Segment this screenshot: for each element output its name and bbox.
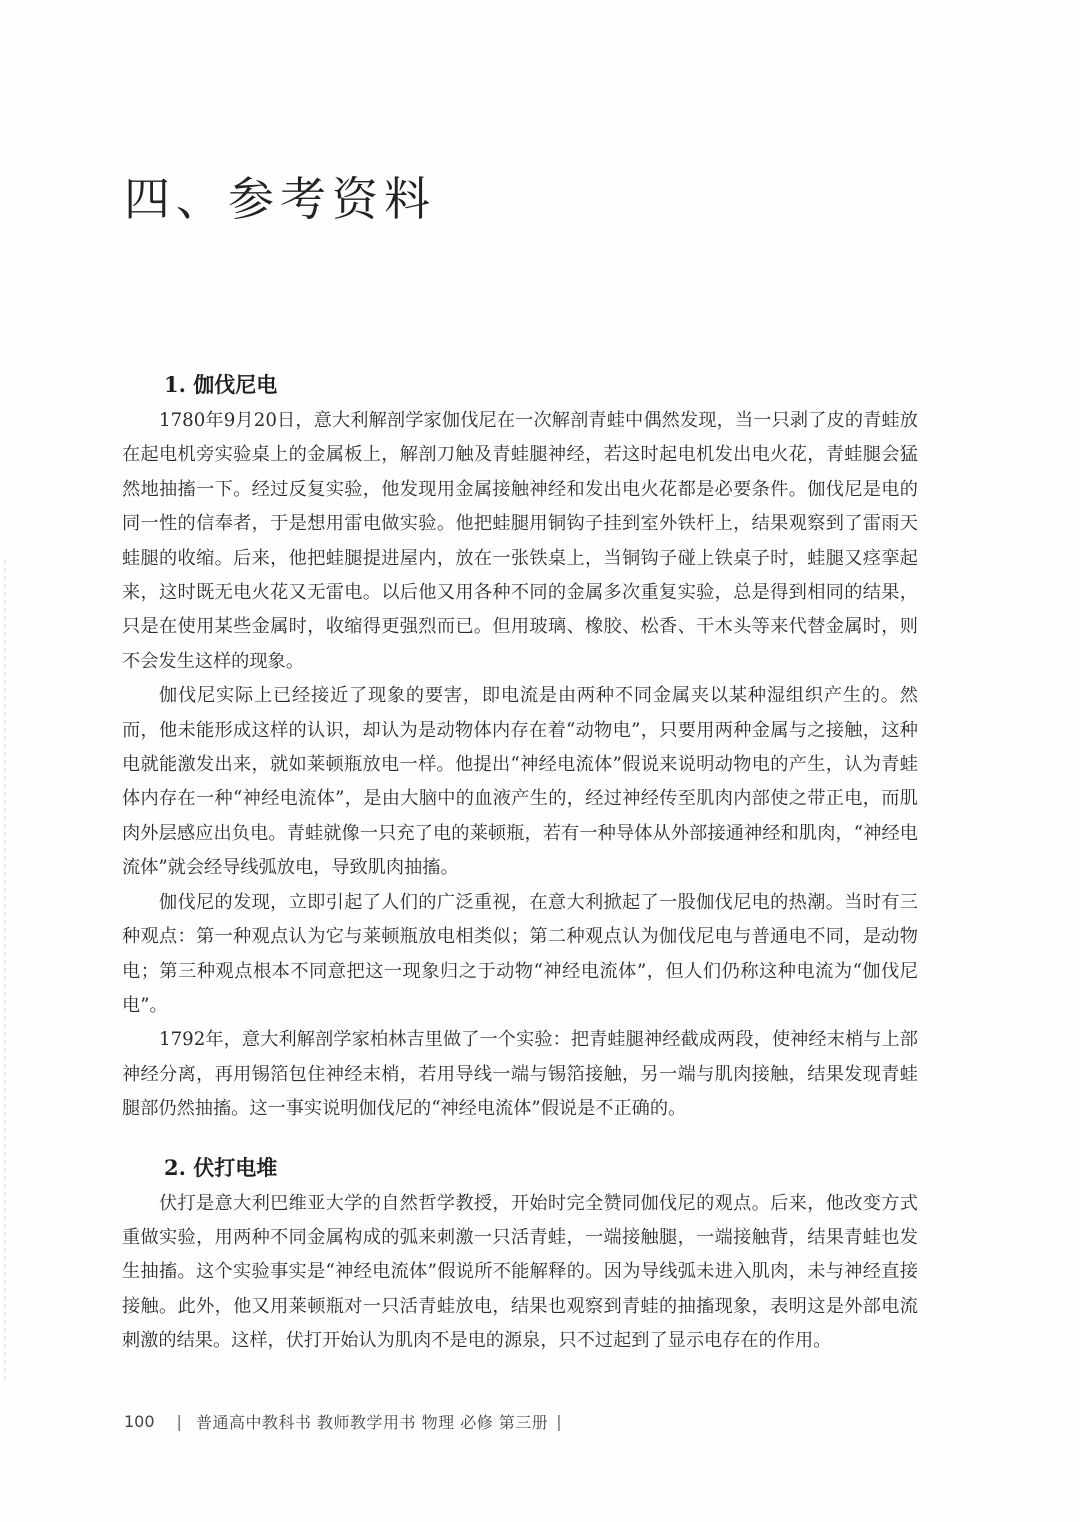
paragraph: 伽伐尼的发现，立即引起了人们的广泛重视，在意大利掀起了一股伽伐尼电的热潮。当时有三种观点：第一种观点认为它与莱顿瓶放电相类似；第二种观点认为伽伐尼电与普通电不同，是动物电；第三种观点根本不同意把这一现象归之于动物“神经电流体”，但人们仍称这种电流为“伽伐尼电”。 <box>122 891 918 1016</box>
chapter-title: 四、参考资料 <box>124 171 436 226</box>
section-heading: 1. 伽伐尼电 <box>164 372 278 397</box>
paragraph: 1792年，意大利解剖学家柏林吉里做了一个实验：把青蛙腿神经截成两段，使神经末梢与上部神经分离，再用锡箔包住神经末梢，若用导线一端与锡箔接触，另一端与肌肉接触，结果发现青蛙腿部仍然抽搐。这一事实说明伽伐尼的“神经电流体”假说是不正确的。 <box>122 1029 918 1120</box>
paragraph: 伽伐尼实际上已经接近了现象的要害，即电流是由两种不同金属夹以某种湿组织产生的。然而，他未能形成这样的认识，却认为是动物体内存在着“动物电”，只要用两种金属与之接触，这种电就能激发出来，就如莱顿瓶放电一样。他提出“神经电流体”假说来说明动物电的产生，认为青蛙体内存在一种“神经电流体”，是由大脑中的血液产生的，经过神经传至肌肉内部使之带正电，而肌肉外层感应出负电。青蛙就像一只充了电的莱顿瓶，若有一种导体从外部接通神经和肌肉，“神经电流体”就会经导线弧放电，导致肌肉抽搐。 <box>122 685 918 879</box>
footer-separator-end: | <box>556 1412 562 1431</box>
paragraph: 1780年9月20日，意大利解剖学家伽伐尼在一次解剖青蛙中偶然发现，当一只剥了皮的青蛙放在起电机旁实验桌上的金属板上，解剖刀触及青蛙腿神经，若这时起电机发出电火花，青蛙腿会猛然地抽搐一下。经过反复实验，他发现用金属接触神经和发出电火花都是必要条件。伽伐尼是电的同一性的信奉者，于是想用雷电做实验。他把蛙腿用铜钩子挂到室外铁杆上，结果观察到了雷雨天蛙腿的收缩。后来，他把蛙腿提进屋内，放在一张铁桌上，当铜钩子碰上铁桌子时，蛙腿又痉挛起来，这时既无电火花又无雷电。以后他又用各种不同的金属多次重复实验，总是得到相同的结果，只是在使用某些金属时，收缩得更强烈而已。但用玻璃、橡胶、松香、干木头等来代替金属时，则不会发生这样的现象。 <box>122 410 918 672</box>
section-heading: 2. 伏打电堆 <box>164 1154 278 1180</box>
page-footer <box>124 1410 562 1433</box>
content-body <box>122 368 918 1359</box>
page-number: 100 <box>124 1412 155 1431</box>
book-title: 普通高中教科书 教师教学用书 物理 必修 第三册 <box>195 1413 549 1432</box>
page-edge-artifact <box>4 560 6 1380</box>
paragraph: 伏打是意大利巴维亚大学的自然哲学教授，开始时完全赞同伽伐尼的观点。后来，他改变方式重做实验，用两种不同金属构成的弧来刺激一只活青蛙，一端接触腿，一端接触背，结果青蛙也发生抽搐。这个实验事实是“神经电流体”假说所不能解释的。因为导线弧未进入肌肉，未与神经直接接触。此外，他又用莱顿瓶对一只活青蛙放电，结果也观察到青蛙的抽搐现象，表明这是外部电流刺激的结果。这样，伏打开始认为肌肉不是电的源泉，只不过起到了显示电存在的作用。 <box>122 1192 918 1352</box>
footer-separator: | <box>176 1412 182 1431</box>
